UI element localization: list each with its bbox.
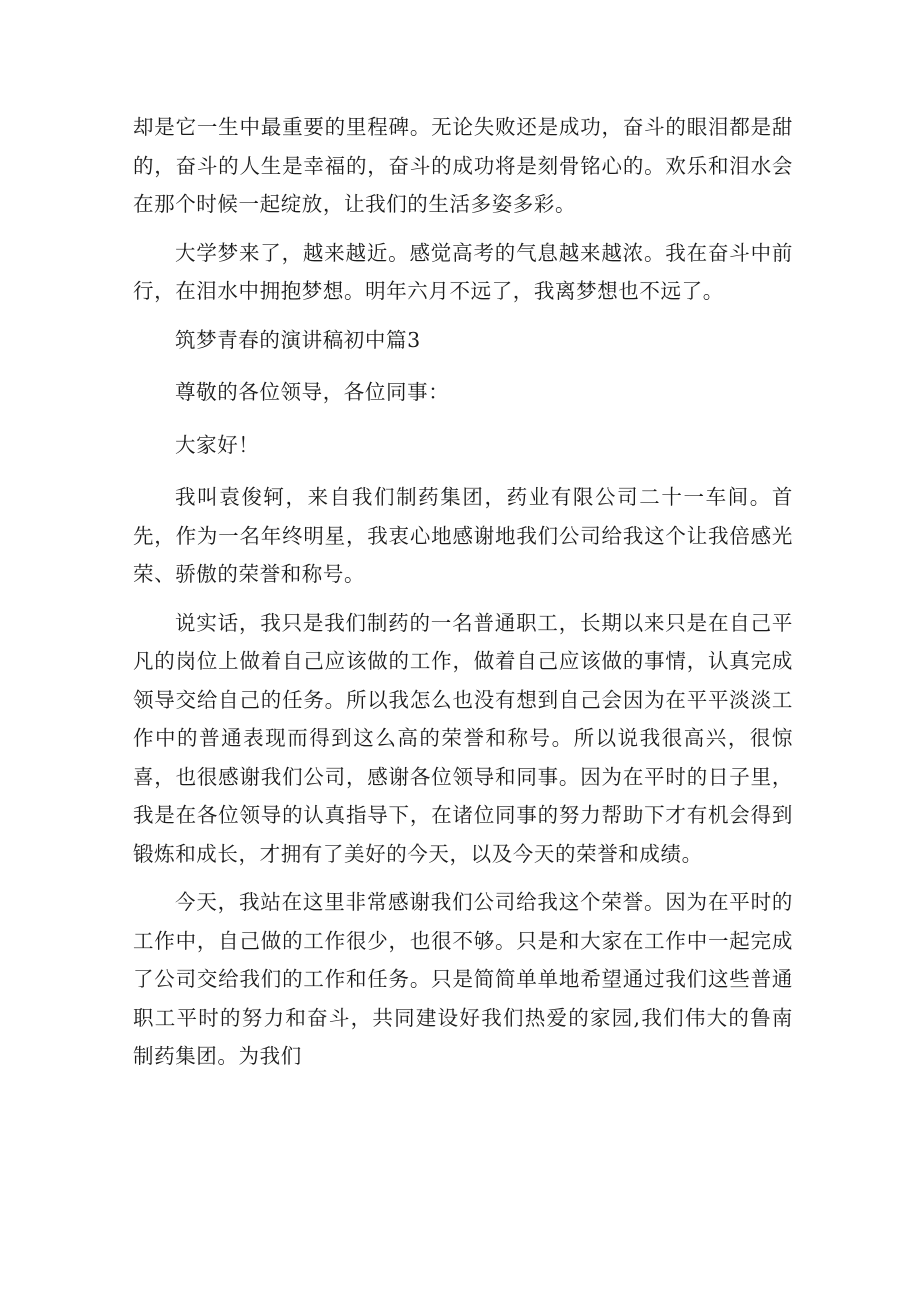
paragraph-continuation: 却是它一生中最重要的里程碑。无论失败还是成功，奋斗的眼泪都是甜的，奋斗的人生是幸福的，奋斗的成功将是刻骨铭心的。欢乐和泪水会在那个时候一起绽放，让我们的生活多姿多彩。 (133, 115, 793, 216)
paragraph-gratitude: 今天，我站在这里非常感谢我们公司给我这个荣誉。因为在平时的工作中，自己做的工作很少，也很不够。只是和大家在工作中一起完成了公司交给我们的工作和任务。只是简简单单地希望通过我们这些普通职工平时的努力和奋斗，共同建设好我们热爱的家园,我们伟大的鲁南制药集团。为我们 (133, 890, 793, 1068)
paragraph-introduction: 我叫袁俊轲，来自我们制药集团，药业有限公司二十一车间。首先，作为一名年终明星，我衷心地感谢地我们公司给我这个让我倍感光荣、骄傲的荣誉和称号。 (133, 485, 793, 586)
paragraph-university-dream: 大学梦来了，越来越近。感觉高考的气息越来越浓。我在奋斗中前行，在泪水中拥抱梦想。明年六月不远了，我离梦想也不远了。 (133, 240, 793, 303)
salutation: 尊敬的各位领导，各位同事： (175, 380, 450, 404)
paragraph-honesty: 说实话，我只是我们制药的一名普通职工，长期以来只是在自己平凡的岗位上做着自己应该做的工作，做着自己应该做的事情，认真完成领导交给自己的任务。所以我怎么也没有想到自己会因为在平平淡淡工作中的普通表现而得到这么高的荣誉和称号。所以说我很高兴，很惊喜，也很感谢我们公司，感谢各位领导和同事。因为在平时的日子里，我是在各位领导的认真指导下，在诸位同事的努力帮助下才有机会得到锻炼和成长，才拥有了美好的今天，以及今天的荣誉和成绩。 (133, 610, 793, 866)
section-heading: 筑梦青春的演讲稿初中篇3 (175, 327, 421, 352)
document-body (133, 108, 793, 1086)
greeting: 大家好！ (175, 432, 260, 457)
